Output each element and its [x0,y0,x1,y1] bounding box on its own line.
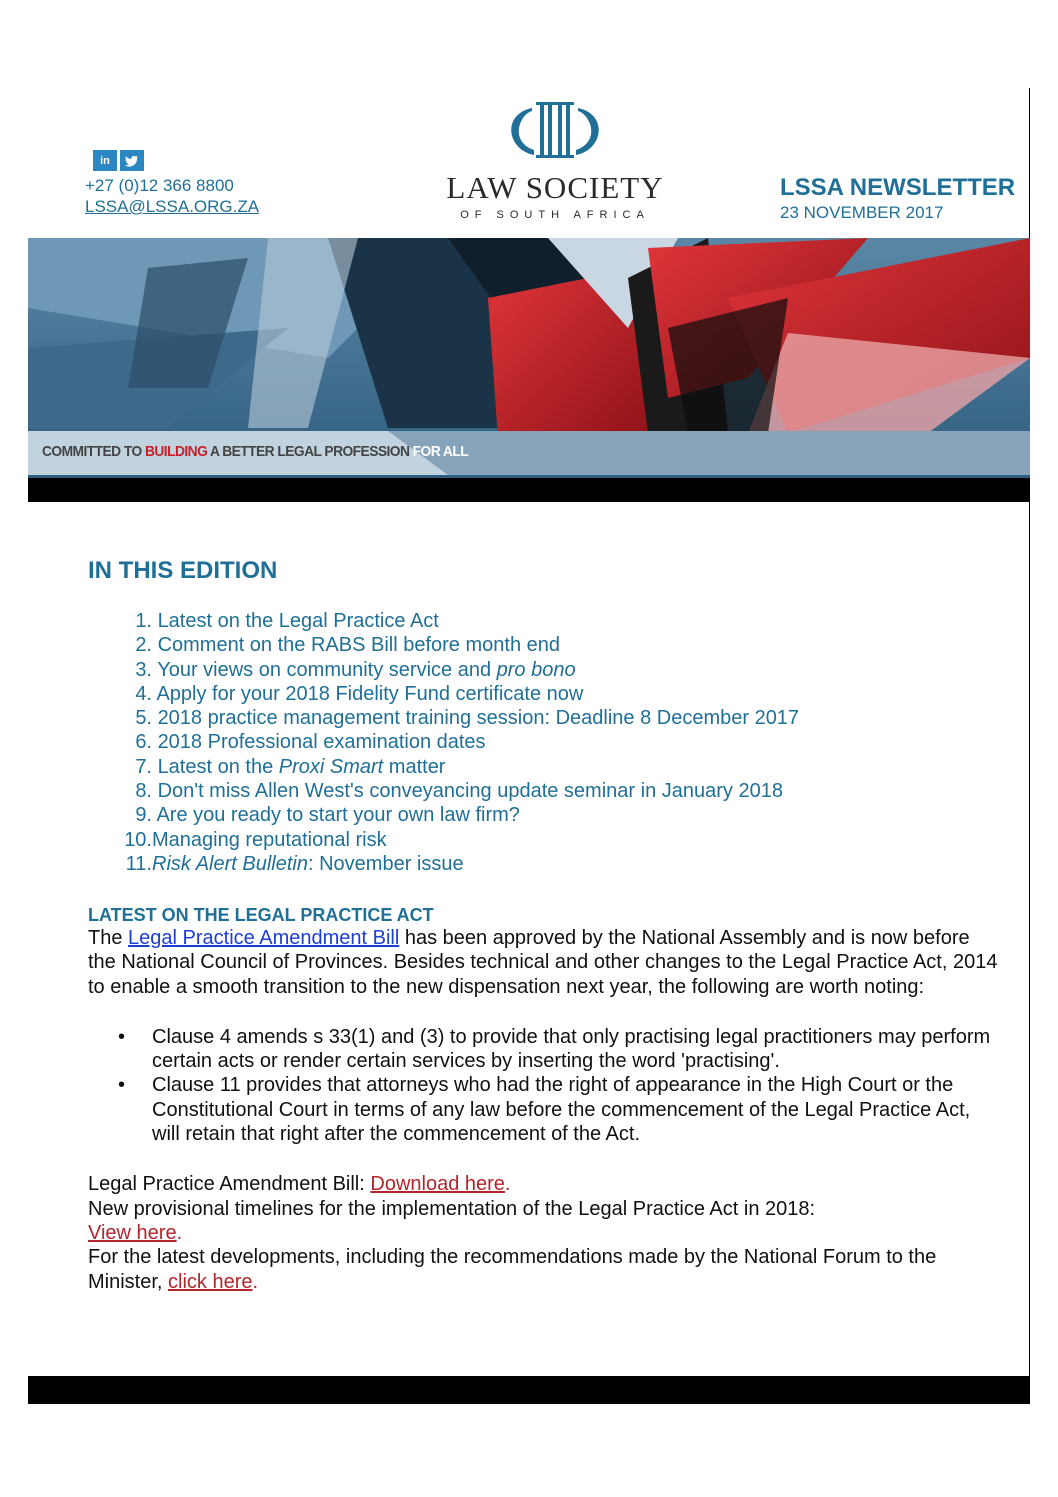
toc-item[interactable]: 11.Risk Alert Bulletin: November issue [125,852,464,875]
download-here-link[interactable]: Download here [370,1173,505,1196]
article-bullets [88,1025,998,1146]
view-here-link[interactable]: View here [88,1221,177,1244]
toc-item[interactable]: 1. Latest on the Legal Practice Act [135,610,439,632]
article-heading: LATEST ON THE LEGAL PRACTICE ACT [88,905,434,925]
edition-heading: IN THIS EDITION [88,557,278,584]
click-here-link[interactable]: click here [168,1270,253,1293]
toc-item[interactable]: 4. Apply for your 2018 Fidelity Fund certificate now [135,682,584,705]
contact-block [85,175,259,217]
toc-item[interactable]: 9. Are you ready to start your own law firm? [135,804,520,827]
forum-line: For the latest developments, including the recommendations made by the National Forum to the Minister, click here. [88,1246,937,1293]
column-logo-icon [502,100,608,162]
article-intro: The Legal Practice Amendment Bill has been approved by the National Assembly and is now before the National Council of Provinces. Besides technical and other changes to the Legal Practice Act, 2014 to enable a smooth transition to the new dispensation next year, the following are worth noting: [88,927,998,998]
banner-bottom-bar [28,478,1030,502]
banner-tagline: COMMITTED TO BUILDING A BETTER LEGAL PROFESSION FOR ALL [42,443,469,460]
lssa-logo[interactable] [440,100,670,235]
newsletter-title: LSSA NEWSLETTER [780,174,1016,201]
logo-subtitle: OF SOUTH AFRICA [460,209,650,221]
linkedin-icon[interactable]: in [93,150,117,171]
bill-download-line: Legal Practice Amendment Bill: Download here. [88,1173,511,1196]
toc-item[interactable]: 2. Comment on the RABS Bill before month end [135,634,560,657]
email-link[interactable]: LSSA@LSSA.ORG.ZA [85,197,260,216]
bullet-item: • Clause 4 amends s 33(1) and (3) to provide that only practising legal practitioners may perform certain acts or render certain services by inserting the word 'practising'. [118,1025,991,1073]
logo-name: LAW SOCIETY [446,170,664,205]
twitter-icon[interactable] [120,150,144,171]
phone-number: +27 (0)12 366 8800 [85,176,234,195]
timeline-line: New provisional timelines for the implementation of the Legal Practice Act in 2018: View here. [88,1197,816,1244]
edition-toc [110,609,799,876]
hero-banner [28,238,1030,478]
toc-item[interactable]: 7. Latest on the Proxi Smart matter [135,755,446,778]
toc-item[interactable]: 8. Don't miss Allen West's conveyancing update seminar in January 2018 [135,780,783,803]
toc-item[interactable]: 6. 2018 Professional examination dates [135,731,486,754]
bullet-item: • Clause 11 provides that attorneys who had the right of appearance in the High Court or the Constitutional Court in terms of any law before the commencement of the Legal Practice Act, will retain that right after the commencement of the Act. [118,1074,971,1146]
article-legal-practice-act [88,904,998,1294]
toc-item[interactable]: 5. 2018 practice management training session: Deadline 8 December 2017 [135,707,800,730]
abstract-banner-graphic [28,238,1030,478]
footer-bar [28,1376,1030,1404]
toc-item[interactable]: 3. Your views on community service and pro bono [135,658,576,681]
newsletter-date: 23 NOVEMBER 2017 [780,203,944,222]
social-links [93,150,144,171]
toc-item[interactable]: 10.Managing reputational risk [124,828,387,851]
amendment-bill-link[interactable]: Legal Practice Amendment Bill [128,927,400,949]
